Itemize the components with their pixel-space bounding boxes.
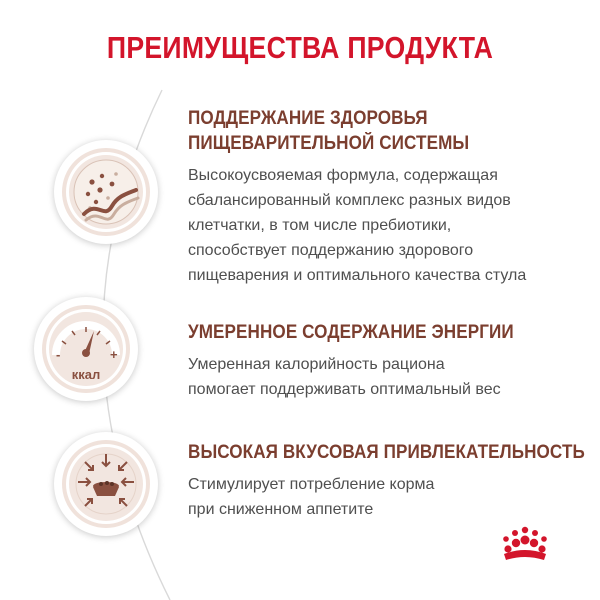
feature-heading: ВЫСОКАЯ ВКУСОВАЯ ПРИВЛЕКАТЕЛЬНОСТЬ <box>188 442 585 463</box>
feature-heading: УМЕРЕННОЕ СОДЕРЖАНИЕ ЭНЕРГИИ <box>188 322 514 343</box>
gauge-unit-label: ккал <box>71 367 101 382</box>
gauge-plus: + <box>110 347 118 362</box>
feature-description: Умеренная калорийность рациона помогает поддерживать оптимальный вес <box>188 356 501 398</box>
page-title: ПРЕИМУЩЕСТВА ПРОДУКТА <box>106 30 494 65</box>
feature-energy <box>188 320 588 402</box>
feature-digestion <box>188 106 588 288</box>
feature-heading: ПОДДЕРЖАНИЕ ЗДОРОВЬЯ <box>188 108 428 129</box>
food-bowl-icon <box>54 432 158 536</box>
feature-heading-line2: ПИЩЕВАРИТЕЛЬНОЙ СИСТЕМЫ <box>188 133 470 154</box>
feature-description: Стимулирует потребление корма при сниженном аппетите <box>188 476 435 518</box>
feature-palatability <box>188 440 588 522</box>
calorie-gauge-icon <box>34 297 138 401</box>
gauge-minus: - <box>56 347 61 362</box>
royal-canin-crown-icon <box>496 524 554 568</box>
feature-description: Высокоусвояемая формула, содержащая сбалансированный комплекс разных видов клетчатки, в том числе пребиотики, способствует поддержанию здорового пищеварения и оптимального качества стула <box>188 167 527 284</box>
digestion-icon <box>54 140 158 244</box>
